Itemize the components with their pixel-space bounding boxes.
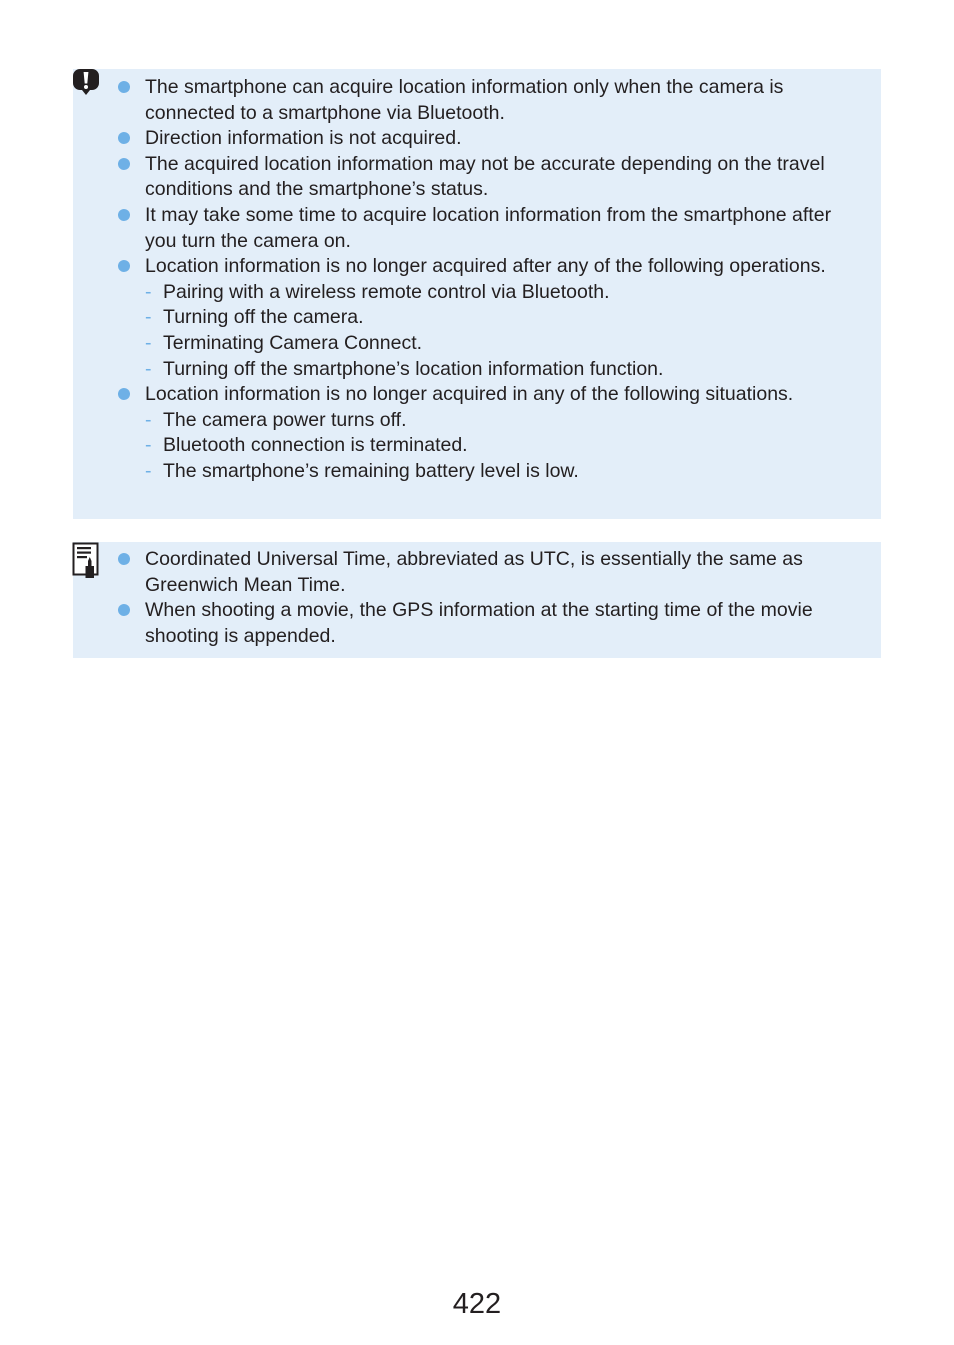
sub-list (145, 280, 861, 382)
bullet-text: Direction information is not acquired. (145, 127, 462, 150)
sub-item (145, 433, 861, 459)
caution-box (73, 69, 881, 519)
memo-box (73, 542, 881, 658)
dash-icon: - (145, 434, 152, 457)
bullet-dot-icon (118, 158, 130, 170)
sub-item-text: Turning off the smartphone’s location information function. (163, 357, 664, 380)
bullet-dot-icon (118, 260, 130, 272)
dash-icon: - (145, 408, 152, 431)
sub-item (145, 408, 861, 434)
sub-item (145, 357, 861, 383)
dash-icon: - (145, 280, 152, 303)
bullet-dot-icon (118, 132, 130, 144)
page-number: 422 (452, 1288, 502, 1320)
sub-item-text: Bluetooth connection is terminated. (163, 434, 468, 457)
bullet-text: Location information is no longer acquired after any of the following operations. (145, 255, 826, 278)
sub-item (145, 305, 861, 331)
bullet-text: It may take some time to acquire location information from the smartphone after you turn the camera on. (145, 203, 832, 252)
bullet-text: The smartphone can acquire location information only when the camera is connected to a smartphone via Bluetooth. (145, 76, 784, 124)
caution-list (73, 75, 881, 485)
dash-icon: - (145, 306, 152, 329)
bullet-item (145, 254, 881, 382)
sub-list (145, 408, 861, 485)
sub-item-text: Turning off the camera. (163, 306, 364, 329)
memo-list (73, 547, 881, 649)
bullet-item (145, 203, 881, 254)
sub-item-text: Terminating Camera Connect. (163, 331, 423, 354)
sub-item-text: The camera power turns off. (163, 408, 407, 431)
sub-item (145, 280, 861, 306)
bullet-item (145, 547, 881, 598)
sub-item (145, 459, 861, 485)
bullet-item (145, 152, 881, 203)
bullet-dot-icon (118, 604, 130, 616)
bullet-item (145, 382, 881, 484)
bullet-text: Coordinated Universal Time, abbreviated as UTC, is essentially the same as Greenwich Mean Time. (145, 548, 803, 596)
sub-item (145, 331, 861, 357)
dash-icon: - (145, 331, 152, 354)
bullet-dot-icon (118, 553, 130, 565)
bullet-dot-icon (118, 209, 130, 221)
bullet-dot-icon (118, 81, 130, 93)
sub-item-text: The smartphone’s remaining battery level is low. (163, 459, 579, 482)
bullet-item (145, 598, 881, 649)
bullet-item (145, 75, 881, 126)
bullet-dot-icon (118, 388, 130, 400)
dash-icon: - (145, 357, 152, 380)
caution-icon (71, 67, 101, 102)
bullet-text: When shooting a movie, the GPS information at the starting time of the movie shooting is appended. (145, 599, 813, 647)
bullet-text: The acquired location information may not be accurate depending on the travel conditions and the smartphone’s status. (145, 152, 825, 201)
bullet-text: Location information is no longer acquired in any of the following situations. (145, 383, 794, 406)
memo-icon (72, 542, 100, 585)
dash-icon: - (145, 459, 152, 482)
sub-item-text: Pairing with a wireless remote control via Bluetooth. (163, 280, 610, 303)
bullet-item (145, 126, 881, 152)
